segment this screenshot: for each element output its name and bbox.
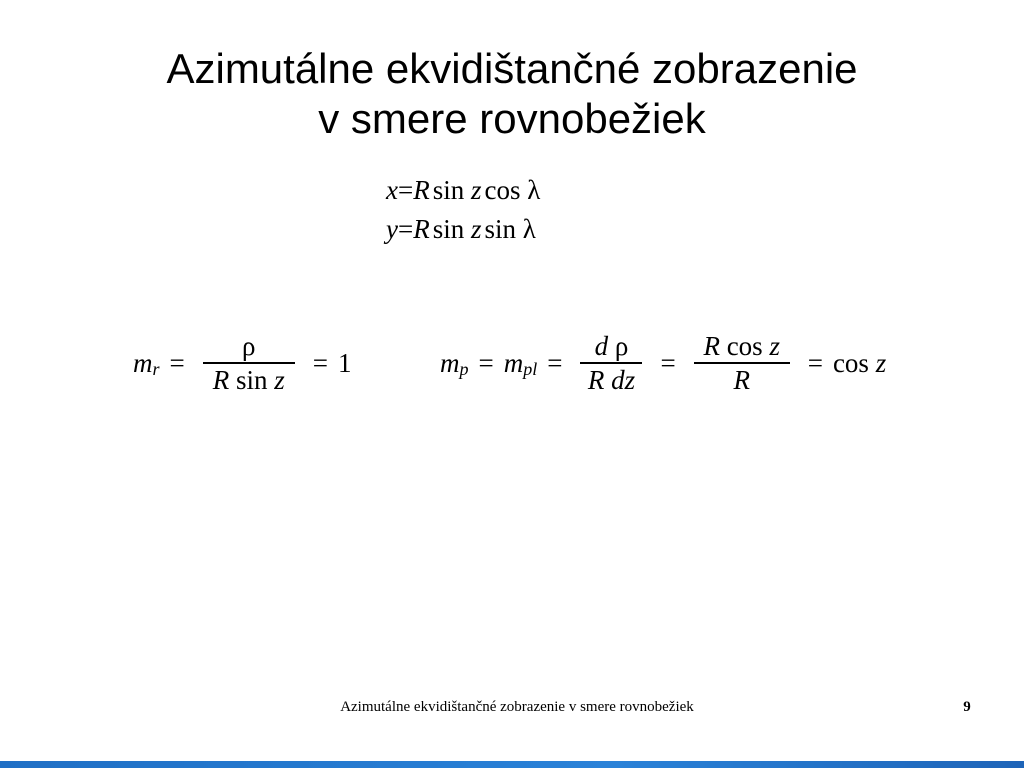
eq-mp-sub-pl: pl [523, 358, 538, 379]
eq-mp-fraction-1 [580, 330, 642, 396]
eq-mr-denominator [209, 364, 289, 396]
eq-x-sin: sin [432, 175, 465, 205]
eq-mp-f1-dz: dz [611, 365, 636, 395]
eq-mr-result: 1 [337, 347, 352, 378]
page-number: 9 [963, 699, 971, 715]
eq-y-lhs: y [386, 214, 398, 244]
eq-x-lhs: x [386, 175, 398, 205]
eq-mp-f2-z: z [769, 331, 780, 361]
eq-mp-equals-3: = [660, 347, 676, 378]
eq-mr-den-sin: sin [235, 365, 268, 395]
eq-y-lambda: λ [522, 214, 536, 244]
eq-y-sin-2: sin [484, 214, 517, 244]
eq-y-z: z [470, 214, 482, 244]
eq-x-R: R [413, 175, 430, 205]
eq-mp-f1-numerator [591, 330, 633, 362]
eq-mp-m: m [440, 347, 460, 378]
eq-mr-equals-1: = [169, 347, 185, 378]
equation-x [386, 174, 540, 206]
eq-x-cos: cos [484, 175, 521, 205]
eq-mp-fraction-2 [694, 330, 790, 396]
eq-mr-den-z: z [274, 365, 285, 395]
eq-mp-sub-p: p [459, 358, 469, 379]
eq-mp-equals-4: = [807, 347, 823, 378]
footer-title: Azimutálne ekvidištančné zobrazenie v smere rovnobežiek [340, 699, 694, 715]
footer-accent-bar [0, 761, 1024, 768]
slide-title [0, 44, 1024, 144]
eq-mp-f1-denominator [584, 364, 639, 396]
eq-mr-numerator [238, 330, 259, 362]
equation-mr [133, 323, 351, 403]
eq-mp-result-z: z [875, 347, 887, 378]
eq-mr-equals-2: = [312, 347, 328, 378]
eq-mr-rho: ρ [242, 331, 256, 361]
eq-mr-den-R: R [212, 365, 230, 395]
eq-mp-f1-R: R [587, 365, 605, 395]
eq-mp-f1-rho: ρ [614, 331, 629, 361]
eq-mr-m: m [133, 347, 153, 378]
eq-mp-f1-d: d [594, 331, 609, 361]
eq-mp-equals-1: = [478, 347, 494, 378]
eq-mp-f2-R: R [703, 331, 720, 361]
eq-y-equals: = [397, 214, 414, 244]
eq-mp-m-pl: m [503, 347, 524, 378]
eq-x-equals: = [397, 175, 414, 205]
slide-title-line-1: Azimutálne ekvidištančné zobrazenie [166, 45, 858, 92]
eq-mp-equals-2: = [547, 347, 563, 378]
eq-x-z: z [470, 175, 482, 205]
eq-mr-fraction [203, 330, 295, 396]
eq-y-sin: sin [432, 214, 465, 244]
equation-y [386, 213, 536, 245]
eq-mp-result-cos: cos [832, 347, 869, 378]
eq-mp-f2-denominator [729, 364, 754, 396]
eq-x-lambda: λ [527, 175, 541, 205]
slide-title-line-2: v smere rovnobežiek [318, 95, 706, 142]
eq-mp-f2-numerator [699, 330, 784, 362]
eq-mp-f2-cos: cos [726, 331, 763, 361]
eq-mp-f2-den-R: R [733, 365, 750, 395]
eq-mr-sub: r [152, 358, 160, 379]
eq-y-R: R [413, 214, 430, 244]
equation-mp [440, 323, 886, 403]
